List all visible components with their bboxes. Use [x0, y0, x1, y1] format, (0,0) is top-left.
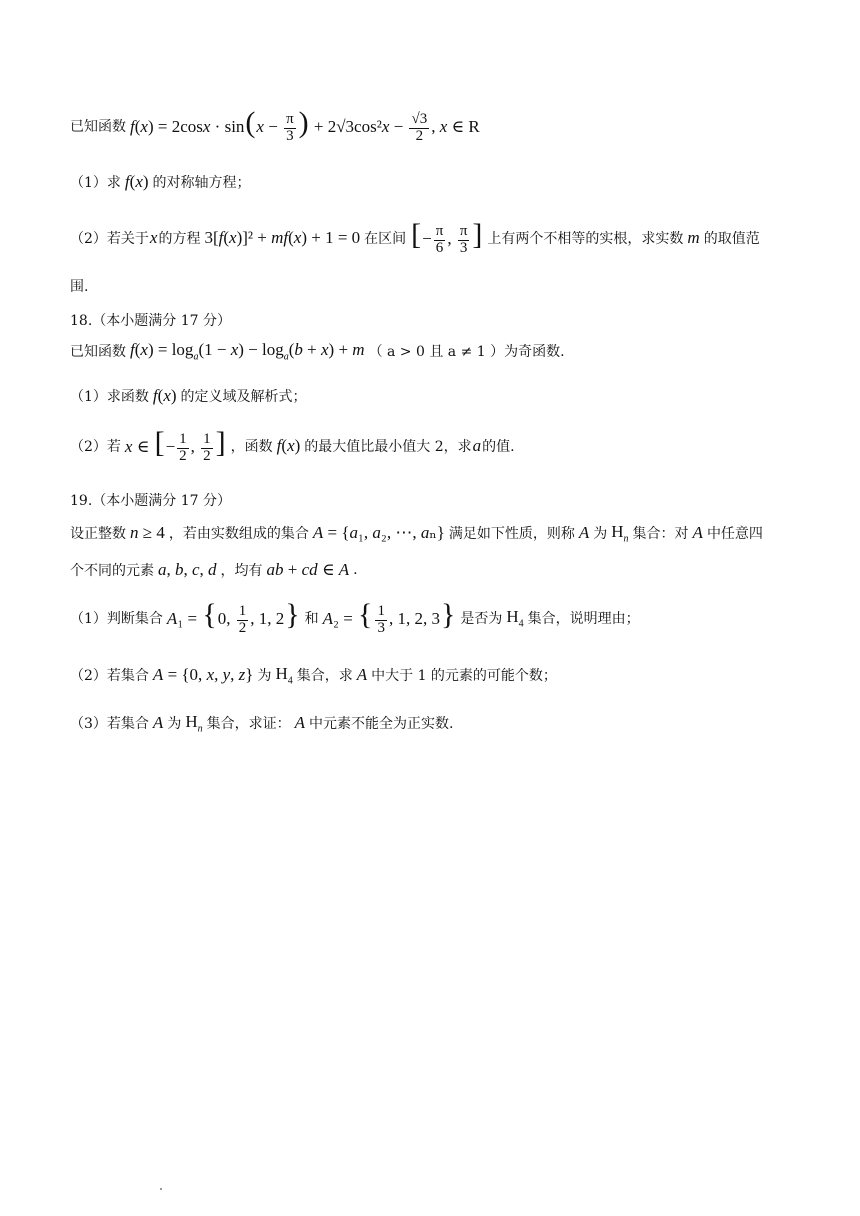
- p19-q2-text2: 集合，求: [296, 668, 353, 685]
- p17-function-line: [70, 108, 484, 144]
- p19-q3-text2: 集合，求证：: [206, 716, 291, 733]
- p19-q3-text3: 中元素不能全为正实数.: [308, 716, 454, 733]
- p19-header-text: 19.（本小题满分 17 分）: [70, 493, 231, 509]
- p18-condition: （ a > 0 且 a ≠ 1 ）为奇函数.: [368, 344, 565, 361]
- p18-q1: [70, 386, 307, 406]
- p17-q2: [70, 220, 760, 256]
- p18-q1-label: （1）求函数: [70, 389, 149, 405]
- p19-q3-label: （3）若集合: [70, 716, 149, 733]
- p19-q2-text1: 为: [257, 668, 272, 685]
- p17-q2-m: m: [687, 228, 700, 248]
- p19-q2-text3: 中大于 1 的元素的可能个数；: [371, 668, 557, 685]
- p17-q2-var: x: [149, 228, 158, 248]
- p17-q2-text3: 上有两个不相等的实根，求实数: [487, 231, 684, 248]
- p18-q2-a: a: [472, 436, 482, 456]
- p19-q2-H4: $H_4$: [275, 664, 293, 687]
- p19-q3-A-2: A: [294, 713, 305, 733]
- p18-q2: [70, 428, 515, 464]
- p19-q1-label: （1）判断集合: [70, 611, 163, 628]
- p19-line2a: 个不同的元素: [70, 563, 154, 579]
- p19-q2-A: A: [356, 665, 368, 685]
- p19-n-cond: n ≥ 4: [130, 523, 165, 543]
- p18-q1-fx: f(x): [152, 386, 177, 405]
- p19-line2c: .: [353, 562, 358, 578]
- p19-elems: a, b, c, d: [158, 560, 217, 579]
- p17-q1-fx: f(x): [124, 172, 149, 191]
- p19-A1: A₁ = {0, $\frac{1}{2}$ , 1, 2}: [166, 598, 300, 636]
- p19-q2-set: A = {0, x, y, z}: [152, 665, 254, 685]
- p17-q1-text: 的对称轴方程；: [152, 175, 251, 191]
- p17-function-formula: f(x) = 2cosx · sin(x − $\frac{\pi}{3}$ ) + 2√3cos²x − $\frac{√3}{2}$ , x ∈ R: [130, 106, 480, 144]
- p19-q3: [70, 712, 453, 734]
- footer-dot: [160, 1188, 162, 1190]
- p17-q2-label: （2）若关于: [70, 231, 149, 248]
- p19-A-2: A: [692, 523, 703, 543]
- p19-intro6: 中任意四: [706, 526, 763, 543]
- p17-q2-text2: 在区间: [364, 231, 407, 248]
- p19-set-A: A = {a₁, a₂, ⋯, aₙ}: [312, 523, 445, 543]
- p19-q3-Hn: $H_n$: [185, 712, 203, 735]
- p19-intro4: 为: [593, 526, 608, 543]
- p19-q2-label: （2）若集合: [70, 668, 149, 685]
- p17-q2-interval: [− $\frac{\pi}{6}$ , $\frac{\pi}{3}$ ]: [411, 218, 483, 256]
- p17-q2-tail-text: 围.: [70, 279, 89, 295]
- p19-q1-and: 和: [304, 611, 319, 628]
- p19-intro2: ，若由实数组成的集合: [168, 526, 309, 543]
- p19-q2: [70, 664, 557, 686]
- p18-q2-fx: f(x): [276, 436, 301, 456]
- p19-H4: $H_4$: [506, 606, 524, 630]
- p17-q2-equation: 3[f(x)]² + mf(x) + 1 = 0: [204, 228, 361, 248]
- p19-q3-text1: 为: [167, 716, 182, 733]
- p18-q2-text2: 的最大值比最小值大 2，求: [304, 439, 472, 456]
- p17-q1-label: （1）求: [70, 175, 121, 191]
- p19-q1: [70, 600, 640, 636]
- p19-intro1: 设正整数: [70, 526, 126, 543]
- p17-q2-tail: [70, 276, 88, 296]
- p19-A: A: [578, 523, 590, 543]
- p19-q1-text: 是否为: [460, 611, 503, 628]
- p18-q2-text3: 的值.: [482, 439, 515, 456]
- p19-header: [70, 490, 231, 510]
- p17-q2-text4: 的取值范: [703, 231, 760, 248]
- p19-q3-A: A: [152, 713, 164, 733]
- p19-intro5: 集合：对: [632, 526, 689, 543]
- p19-q1-text2: 集合，说明理由；: [527, 611, 640, 628]
- p19-def-line1: [70, 522, 763, 544]
- p18-q2-range: x ∈ [− $\frac{1}{2}$ , $\frac{1}{2}$ ]: [124, 426, 226, 464]
- p19-A2: A₂ = { $\frac{1}{3}$ , 1, 2, 3}: [322, 598, 456, 636]
- p19-Hn: $H_n$: [611, 522, 629, 545]
- p18-q2-label: （2）若: [70, 439, 121, 456]
- p17-q1: [70, 172, 251, 192]
- p19-intro3: 满足如下性质，则称: [448, 526, 575, 543]
- p19-prop: ab + cd ∈ A: [266, 560, 350, 579]
- p18-function-formula: $f(x) = \log_a(1 - x) - \log_a(b + x) + m$: [130, 340, 365, 363]
- p18-intro: 已知函数: [70, 344, 126, 361]
- p19-def-line2: [70, 560, 358, 580]
- p17-intro: 已知函数: [70, 119, 126, 136]
- p18-header-text: 18.（本小题满分 17 分）: [70, 313, 231, 329]
- p19-line2b: ，均有: [220, 563, 263, 579]
- p18-q1-text: 的定义域及解析式；: [180, 389, 307, 405]
- p18-header: [70, 310, 231, 330]
- p18-q2-text1: ，函数: [230, 439, 273, 456]
- p18-function-line: [70, 340, 565, 362]
- p17-q2-text1: 的方程: [158, 231, 201, 248]
